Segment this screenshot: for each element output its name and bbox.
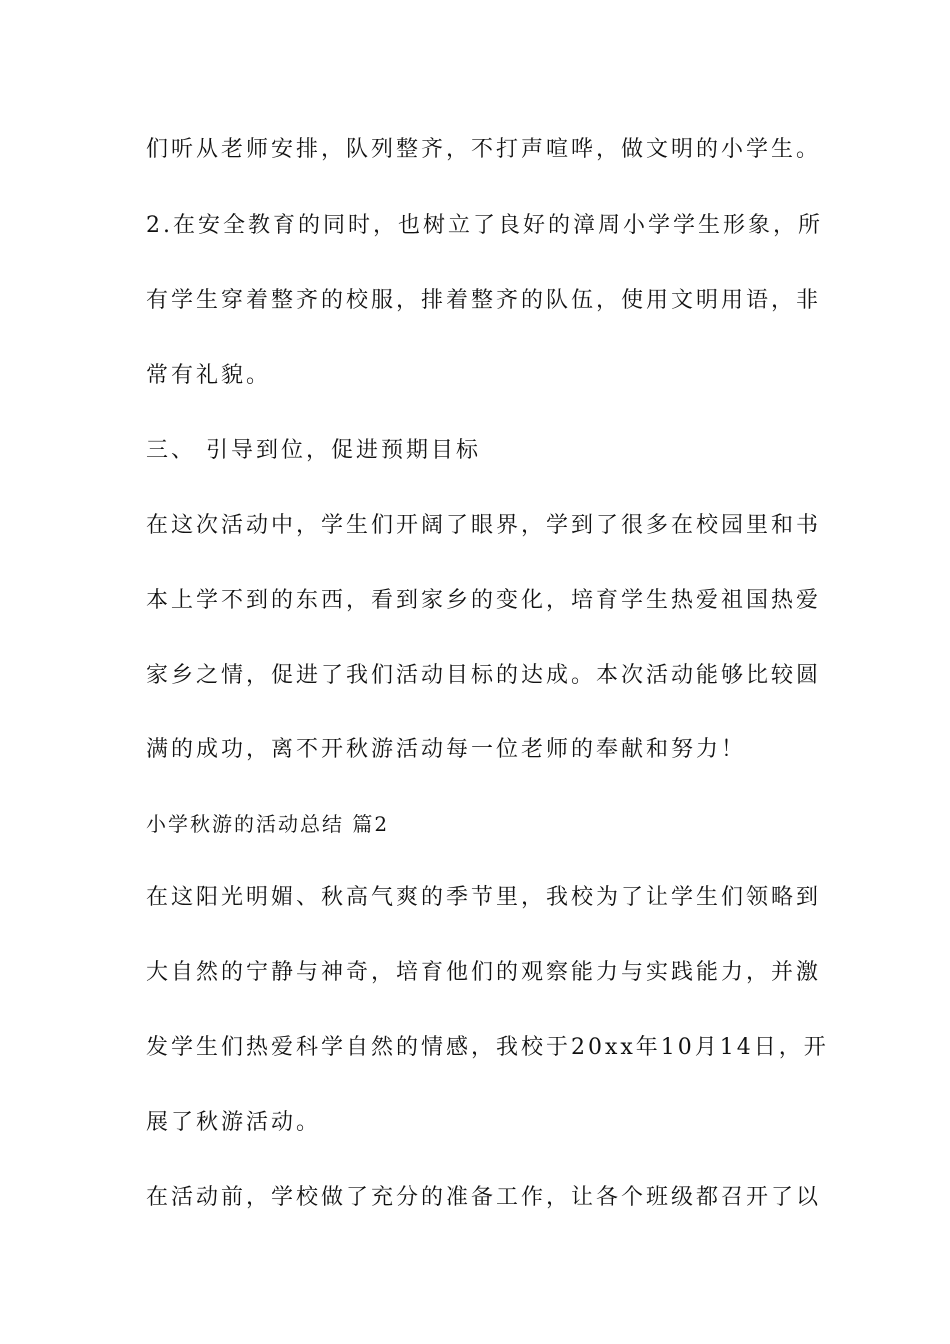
text-line: 在这阳光明媚、秋高气爽的季节里，我校为了让学生们领略到 xyxy=(146,885,822,910)
text-line: 家乡之情，促进了我们活动目标的达成。本次活动能够比较圆 xyxy=(146,663,822,688)
text-line: 常有礼貌。 xyxy=(146,363,272,388)
text-line: 满的成功，离不开秋游活动每一位老师的奉献和努力！ xyxy=(146,737,747,762)
article-title: 小学秋游的活动总结 篇2 xyxy=(146,812,390,836)
text-line: 有学生穿着整齐的校服，排着整齐的队伍，使用文明用语，非 xyxy=(146,288,822,313)
text-line: 大自然的宁静与神奇，培育他们的观察能力与实践能力，并激 xyxy=(146,960,822,985)
text-line: 们听从老师安排，队列整齐，不打声喧哗，做文明的小学生。 xyxy=(146,137,822,162)
section-heading: 三、 引导到位，促进预期目标 xyxy=(146,438,481,463)
text-line: 本上学不到的东西，看到家乡的变化，培育学生热爱祖国热爱 xyxy=(146,588,822,613)
text-line: 展了秋游活动。 xyxy=(146,1110,322,1135)
text-line: 发学生们热爱科学自然的情感，我校于20xx年10月14日，开 xyxy=(146,1035,829,1060)
text-line: 在这次活动中，学生们开阔了眼界，学到了很多在校园里和书 xyxy=(146,513,822,538)
text-line: 2.在安全教育的同时，也树立了良好的漳周小学学生形象，所 xyxy=(146,213,823,238)
text-line: 在活动前，学校做了充分的准备工作，让各个班级都召开了以 xyxy=(146,1185,822,1210)
